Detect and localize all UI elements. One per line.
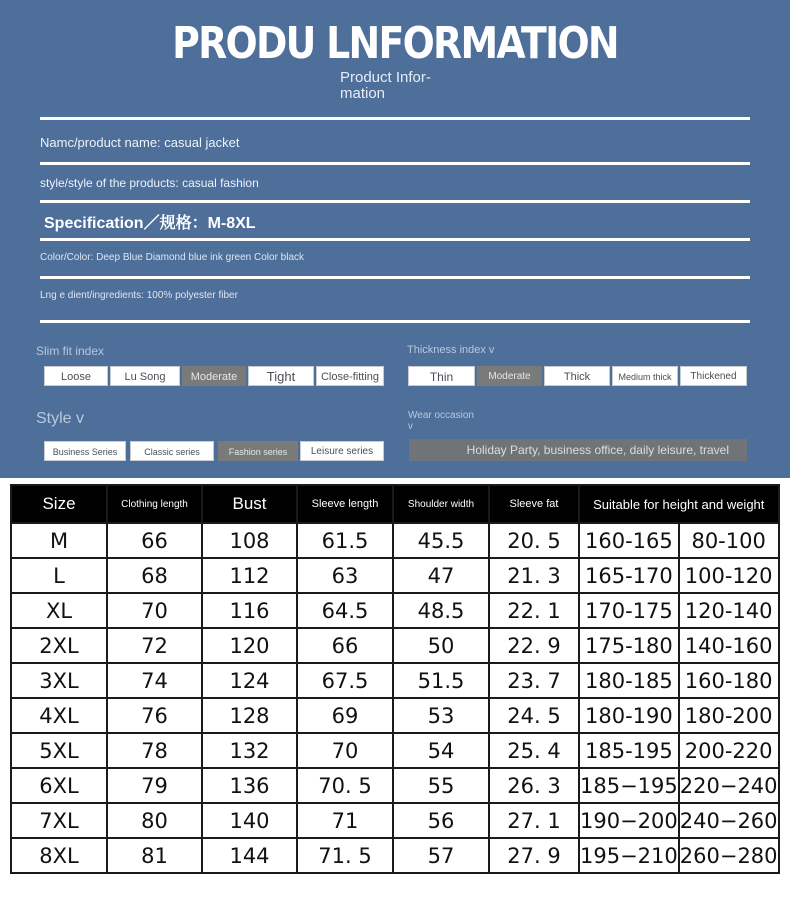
- cell-height: 165-170: [579, 558, 679, 593]
- cell-bust: 144: [202, 838, 297, 873]
- cell-shoulder-width: 45.5: [393, 523, 489, 558]
- header-size: Size: [11, 485, 107, 523]
- size-row: [11, 838, 779, 873]
- wear-occasion-label: [408, 410, 474, 432]
- subtitle-line-1: Product Infor-: [340, 69, 431, 86]
- divider: [40, 200, 750, 203]
- size-row: [11, 558, 779, 593]
- cell-bust: 124: [202, 663, 297, 698]
- cell-size: 3XL: [11, 663, 107, 698]
- header-shoulder-width: Shoulder width: [393, 485, 489, 523]
- size-chart-body: [11, 523, 779, 873]
- style-option-fashion: Fashion series: [218, 441, 298, 461]
- cell-bust: 108: [202, 523, 297, 558]
- slim-fit-option-moderate: Moderate: [182, 366, 246, 386]
- cell-weight: 240−260: [679, 803, 779, 838]
- cell-bust: 112: [202, 558, 297, 593]
- size-row: [11, 593, 779, 628]
- thickness-option-thickened: Thickened: [680, 366, 747, 386]
- cell-bust: 132: [202, 733, 297, 768]
- product-style-field: style/style of the products: casual fashion: [40, 176, 259, 190]
- slim-fit-option-loose: Loose: [44, 366, 108, 386]
- cell-clothing-length: 74: [107, 663, 202, 698]
- cell-size: 5XL: [11, 733, 107, 768]
- specification-field: Specification／规格：M-8XL: [44, 215, 256, 232]
- cell-sleeve-length: 61.5: [297, 523, 393, 558]
- slim-fit-option-close-fitting: Close-fitting: [316, 366, 384, 386]
- cell-weight: 200-220: [679, 733, 779, 768]
- cell-size: 7XL: [11, 803, 107, 838]
- cell-clothing-length: 70: [107, 593, 202, 628]
- size-row: [11, 803, 779, 838]
- header-suitable-height-weight: Suitable for height and weight: [579, 485, 779, 523]
- cell-weight: 220−240: [679, 768, 779, 803]
- cell-sleeve-length: 70. 5: [297, 768, 393, 803]
- color-field: Color/Color: Deep Blue Diamond blue ink green Color black: [40, 252, 305, 263]
- style-series-label: Style v: [36, 410, 85, 427]
- thickness-label: Thickness index v: [407, 344, 495, 356]
- cell-clothing-length: 68: [107, 558, 202, 593]
- wear-occasion-label-suffix: v: [408, 421, 413, 432]
- cell-bust: 136: [202, 768, 297, 803]
- cell-sleeve-fat: 20. 5: [489, 523, 579, 558]
- cell-sleeve-fat: 26. 3: [489, 768, 579, 803]
- product-name-field: Namc/product name: casual jacket: [40, 135, 240, 150]
- style-option-business: Business Series: [44, 441, 126, 461]
- divider: [40, 320, 750, 323]
- cell-height: 190−200: [579, 803, 679, 838]
- cell-weight: 160-180: [679, 663, 779, 698]
- cell-weight: 120-140: [679, 593, 779, 628]
- cell-height: 180-190: [579, 698, 679, 733]
- cell-sleeve-fat: 23. 7: [489, 663, 579, 698]
- cell-shoulder-width: 54: [393, 733, 489, 768]
- cell-clothing-length: 81: [107, 838, 202, 873]
- cell-weight: 140-160: [679, 628, 779, 663]
- cell-sleeve-length: 70: [297, 733, 393, 768]
- cell-sleeve-fat: 25. 4: [489, 733, 579, 768]
- subtitle-line-2: mation: [340, 85, 386, 102]
- cell-sleeve-length: 67.5: [297, 663, 393, 698]
- size-row: [11, 663, 779, 698]
- divider: [40, 117, 750, 120]
- cell-shoulder-width: 57: [393, 838, 489, 873]
- slim-fit-option-lu-song: Lu Song: [110, 366, 180, 386]
- size-row: [11, 733, 779, 768]
- cell-sleeve-fat: 22. 9: [489, 628, 579, 663]
- cell-height: 185−195: [579, 768, 679, 803]
- cell-sleeve-length: 71: [297, 803, 393, 838]
- cell-sleeve-fat: 22. 1: [489, 593, 579, 628]
- cell-height: 195−210: [579, 838, 679, 873]
- divider: [40, 238, 750, 241]
- cell-shoulder-width: 47: [393, 558, 489, 593]
- cell-sleeve-fat: 27. 9: [489, 838, 579, 873]
- cell-shoulder-width: 55: [393, 768, 489, 803]
- size-row: [11, 523, 779, 558]
- cell-size: 8XL: [11, 838, 107, 873]
- cell-bust: 120: [202, 628, 297, 663]
- thickness-option-thick: Thick: [544, 366, 610, 386]
- cell-clothing-length: 66: [107, 523, 202, 558]
- cell-size: L: [11, 558, 107, 593]
- header-sleeve-length: Sleeve length: [297, 485, 393, 523]
- cell-bust: 140: [202, 803, 297, 838]
- cell-weight: 100-120: [679, 558, 779, 593]
- cell-sleeve-length: 66: [297, 628, 393, 663]
- cell-height: 185-195: [579, 733, 679, 768]
- wear-occasion-label-text: Wear occasion: [408, 410, 474, 421]
- cell-weight: 180-200: [679, 698, 779, 733]
- cell-size: 2XL: [11, 628, 107, 663]
- divider: [40, 276, 750, 279]
- cell-clothing-length: 76: [107, 698, 202, 733]
- page-title: PRODU LNFORMATION: [172, 18, 618, 69]
- cell-clothing-length: 80: [107, 803, 202, 838]
- cell-sleeve-length: 64.5: [297, 593, 393, 628]
- cell-sleeve-length: 71. 5: [297, 838, 393, 873]
- size-row: [11, 628, 779, 663]
- cell-weight: 80-100: [679, 523, 779, 558]
- cell-size: 6XL: [11, 768, 107, 803]
- cell-sleeve-fat: 21. 3: [489, 558, 579, 593]
- cell-sleeve-fat: 27. 1: [489, 803, 579, 838]
- cell-sleeve-length: 63: [297, 558, 393, 593]
- cell-clothing-length: 72: [107, 628, 202, 663]
- cell-size: M: [11, 523, 107, 558]
- cell-bust: 128: [202, 698, 297, 733]
- cell-weight: 260−280: [679, 838, 779, 873]
- cell-shoulder-width: 56: [393, 803, 489, 838]
- thickness-option-moderate: Moderate: [477, 366, 542, 386]
- cell-height: 180-185: [579, 663, 679, 698]
- cell-height: 170-175: [579, 593, 679, 628]
- thickness-option-thin: Thin: [408, 366, 475, 386]
- cell-size: XL: [11, 593, 107, 628]
- cell-bust: 116: [202, 593, 297, 628]
- cell-shoulder-width: 48.5: [393, 593, 489, 628]
- size-chart-table: [10, 484, 780, 874]
- cell-height: 175-180: [579, 628, 679, 663]
- ingredients-field: Lng e dient/ingredients: 100% polyester fiber: [40, 290, 238, 301]
- cell-clothing-length: 79: [107, 768, 202, 803]
- size-chart-header-row: [11, 485, 779, 523]
- cell-sleeve-length: 69: [297, 698, 393, 733]
- header-clothing-length: Clothing length: [107, 485, 202, 523]
- header-sleeve-fat: Sleeve fat: [489, 485, 579, 523]
- slim-fit-option-tight: Tight: [248, 366, 314, 386]
- cell-shoulder-width: 51.5: [393, 663, 489, 698]
- style-option-leisure: Leisure series: [300, 441, 384, 461]
- style-option-classic: Classic series: [130, 441, 214, 461]
- cell-height: 160-165: [579, 523, 679, 558]
- slim-fit-label: Slim fit index: [36, 344, 105, 358]
- cell-shoulder-width: 50: [393, 628, 489, 663]
- size-row: [11, 768, 779, 803]
- size-row: [11, 698, 779, 733]
- cell-clothing-length: 78: [107, 733, 202, 768]
- divider: [40, 162, 750, 165]
- wear-occasion-value: Holiday Party, business office, daily leisure, travel: [409, 439, 747, 461]
- page-subtitle: [340, 70, 460, 102]
- cell-size: 4XL: [11, 698, 107, 733]
- cell-sleeve-fat: 24. 5: [489, 698, 579, 733]
- header-bust: Bust: [202, 485, 297, 523]
- thickness-option-medium-thick: Medium thick: [612, 366, 678, 386]
- cell-shoulder-width: 53: [393, 698, 489, 733]
